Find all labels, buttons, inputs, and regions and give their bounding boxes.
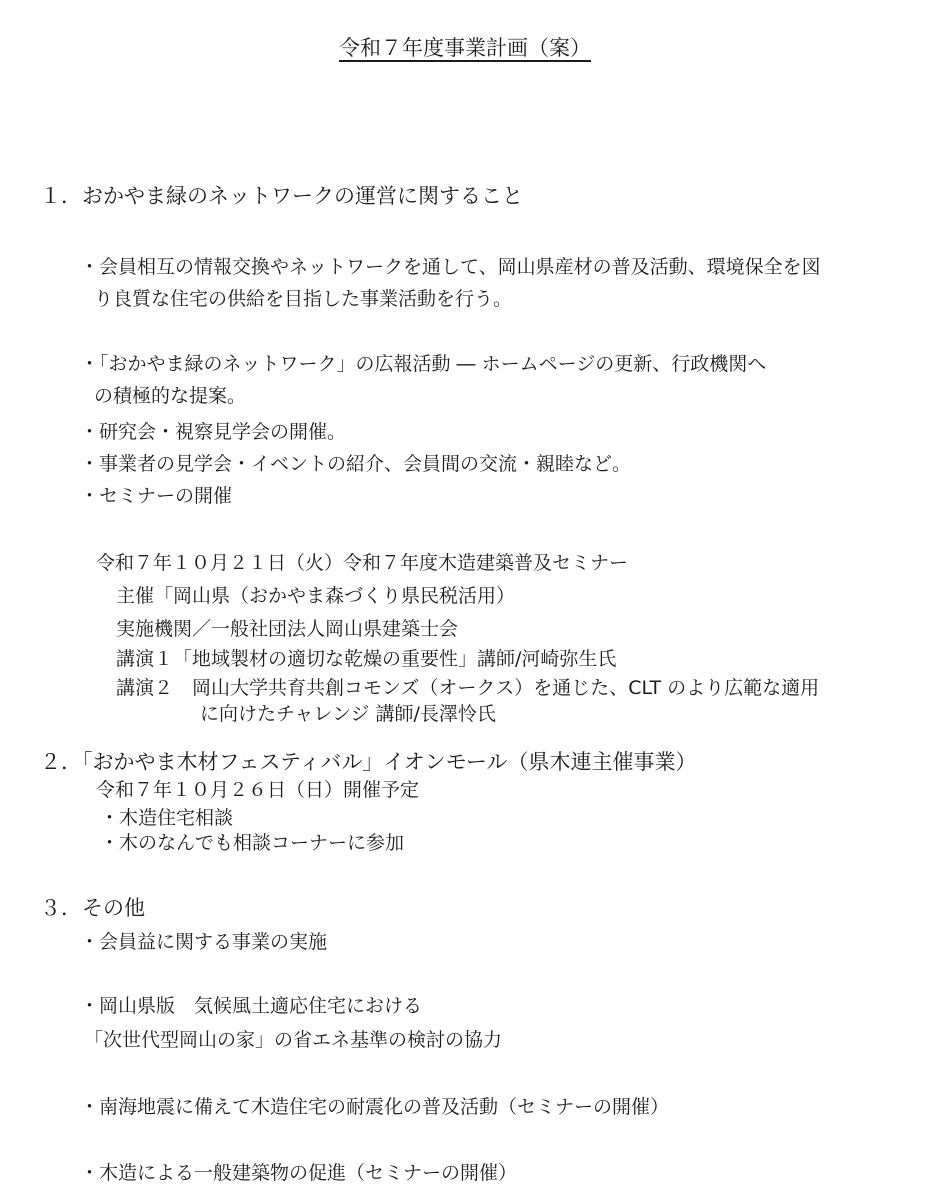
seminar-implementer: 実施機関／一般社団法人岡山県建築士会: [116, 618, 459, 640]
page-title-text: 令和７年度事業計画（案）: [339, 36, 591, 60]
section1-heading: １．おかやま緑のネットワークの運営に関すること: [40, 184, 523, 208]
section1-pr-line1: ・「おかやま緑のネットワーク」の広報活動 ― ホームページの更新、行政機関へ: [80, 353, 767, 375]
section1-item-research: ・研究会・視察見学会の開催。: [80, 421, 347, 443]
section3-heading: ３．その他: [40, 896, 145, 920]
section3-item3: ・南海地震に備えて木造住宅の耐震化の普及活動（セミナーの開催）: [80, 1096, 670, 1118]
seminar-lecture2-line1: 講演２ 岡山大学共育共創コモンズ（オークス）を通じた、CLT のより広範な適用: [116, 677, 820, 699]
section2-item2: ・木のなんでも相談コーナーに参加: [100, 832, 405, 854]
section1-item-seminar: ・セミナーの開催: [80, 485, 233, 507]
section3-item4: ・木造による一般建築物の促進（セミナーの開催）: [80, 1162, 518, 1184]
page-title: [0, 34, 930, 62]
section2-item1: ・木造住宅相談: [100, 807, 234, 829]
seminar-lecture2-line2: に向けたチャレンジ 講師/長澤怜氏: [200, 703, 496, 725]
seminar-lecture1: 講演１「地域製材の適切な乾燥の重要性」講師/河崎弥生氏: [116, 648, 617, 670]
seminar-organizer: 主催「岡山県（おかやま森づくり県民税活用）: [116, 585, 516, 607]
seminar-date-title: 令和７年１０月２１日（火）令和７年度木造建築普及セミナー: [96, 552, 629, 574]
section2-heading: ２．「おかやま木材フェスティバル」イオンモール（県木連主催事業）: [40, 750, 697, 774]
section3-item2-line2: 「次世代型岡山の家」の省エネ基準の検討の協力: [84, 1029, 503, 1051]
section1-pr-line2: の積極的な提案。: [94, 385, 247, 407]
section2-date: 令和７年１０月２６日（日）開催予定: [96, 779, 420, 801]
section1-intro-line2: り良質な住宅の供給を目指した事業活動を行う。: [94, 288, 513, 310]
section1-intro-line1: ・会員相互の情報交換やネットワークを通して、岡山県産材の普及活動、環境保全を図: [80, 256, 821, 278]
section3-item1: ・会員益に関する事業の実施: [80, 931, 328, 953]
section1-item-events: ・事業者の見学会・イベントの紹介、会員間の交流・親睦など。: [80, 453, 632, 475]
section3-item2-line1: ・岡山県版 気候風土適応住宅における: [80, 995, 423, 1017]
